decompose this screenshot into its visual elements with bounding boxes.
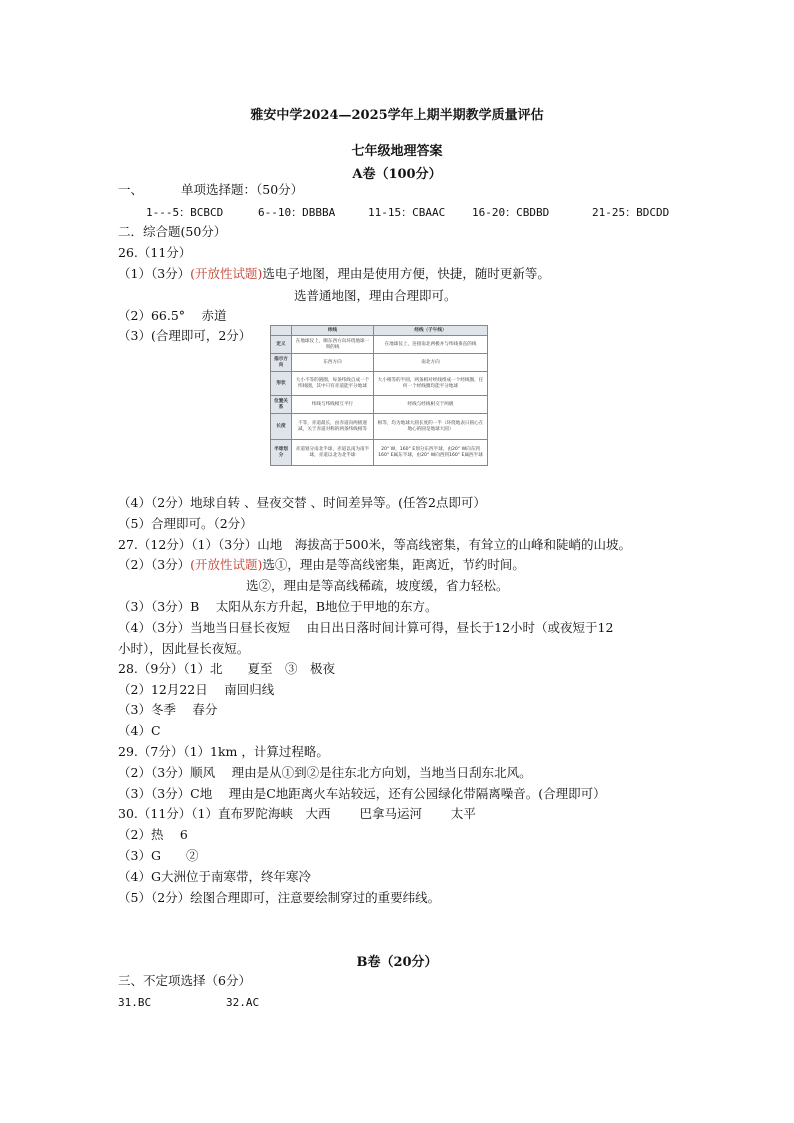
q30-line-4: （4）G大洲位于南寒带，终年寒冷 — [118, 869, 311, 884]
q26-line-2: （2）66.5° 赤道 — [118, 308, 227, 323]
q28-line-2: （2）12月22日 南回归线 — [118, 682, 275, 697]
table-cell: 在地球仪上，连接南北两极并与纬线垂直的线 — [373, 336, 487, 354]
open-question-tag: (开放性试题) — [190, 557, 263, 572]
table-cell: 经线与经线相交于两极 — [373, 396, 487, 414]
q26-line-3: （3）(合理即可，2分） — [118, 328, 252, 343]
q1-answers — [146, 205, 670, 221]
table-row — [271, 440, 488, 466]
table-row-label: 位置关系 — [271, 396, 292, 414]
table-row-label: 长度 — [271, 414, 292, 440]
table-header-row — [271, 326, 488, 336]
q28-line-4: （4）C — [118, 723, 161, 738]
table-row-label: 形状 — [271, 372, 292, 396]
q29-line-2: （2）（3分）顺风 理由是从①到②是往东北方向划，当地当日刮东北风。 — [118, 765, 532, 780]
q26-line-1b: 选普通地图，理由合理即可。 — [294, 288, 457, 303]
table-cell: 赤道划分南北半球，赤道以南为南半球，赤道以北为北半球 — [292, 440, 374, 466]
table-row-label: 半球划分 — [271, 440, 292, 466]
table-cell: 相等，均为地球大圆长度的一半（环绕地表日圆心在地心的圆是地球大圆） — [373, 414, 487, 440]
q29-line-1: 29.（7分）（1）1km ，计算过程略。 — [118, 744, 329, 759]
q26-line-5: （5）合理即可。（2分） — [118, 516, 253, 531]
q2-heading: 二．综合题(50分） — [118, 224, 227, 239]
q26-1-label: （1）（3分） — [118, 266, 191, 281]
q30-line-3: （3）G ② — [118, 848, 199, 863]
q1-answer-1: 1---5：BCBCD — [146, 206, 224, 219]
q27-2-answer: 选①，理由是等高线密集，距离近，节约时间。 — [262, 557, 525, 572]
open-question-tag: (开放性试题) — [190, 266, 263, 281]
table-row — [271, 396, 488, 414]
q27-line-4b: 小时），因此昼长夜短。 — [118, 641, 250, 656]
table-cell: 大小不等的圆圈，每条纬线自成一个纬线圈，其中只有赤道能平分地球 — [292, 372, 374, 396]
q27-line-2 — [118, 557, 525, 573]
q27-line-2b: 选②，理由是等高线稀疏，坡度缓，省力轻松。 — [246, 578, 509, 593]
table-cell: 不等，赤道最长，由赤道向两极递减，关于赤道对称的两条纬线相等 — [292, 414, 374, 440]
q27-line-4: （4）（3分）当地当日昼长夜短 由日出日落时间计算可得，昼长于12小时（或夜短于12 — [118, 620, 614, 635]
q1-heading — [118, 182, 303, 198]
table-row — [271, 354, 488, 372]
q27-line-1: 27.（12分）（1）（3分）山地 海拔高于500米，等高线密集，有耸立的山峰和陡峭的山坡。 — [118, 537, 632, 552]
table-cell: 20° W，160° E划分东西半球，由20° W向东到160° E属东半球，由20° W向西到160° E属西半球 — [373, 440, 487, 466]
q3-heading: 三、不定项选择（6分） — [118, 973, 251, 988]
latitude-longitude-table — [270, 325, 488, 466]
q32-answer: 32.AC — [226, 996, 260, 1009]
table-cell: 南北方向 — [373, 354, 487, 372]
q27-2-label: （2）（3分） — [118, 557, 191, 572]
table-cell: 大小相等的半圆，两条相对经线组成一个经线圈，任何一个经线圈均能平分地球 — [373, 372, 487, 396]
q26-1-answer: 选电子地图，理由是使用方便，快捷，随时更新等。 — [262, 266, 550, 281]
q1-answer-3: 11-15：CBAAC — [368, 206, 446, 219]
table-row-label: 指示方向 — [271, 354, 292, 372]
q1-answer-5: 21-25：BDCDD — [592, 206, 670, 219]
table-cell: 在地球仪上，顺东西方向环绕地球一周的线 — [292, 336, 374, 354]
document-subtitle: 七年级地理答案 — [351, 144, 443, 159]
q28-line-1: 28.（9分）（1）北 夏至 ③ 极夜 — [118, 661, 336, 676]
q31-answer: 31.BC — [118, 996, 152, 1009]
table-cell: 纬线与纬线相互平行 — [292, 396, 374, 414]
q30-line-5: （5）（2分）绘图合理即可，注意要绘制穿过的重要纬线。 — [118, 890, 441, 905]
q29-line-3: （3）（3分）C地 理由是C地距离火车站较远，还有公园绿化带隔离噪音。(合理即可） — [118, 786, 606, 801]
table-row — [271, 414, 488, 440]
section-b-heading: B卷（20分） — [356, 955, 438, 970]
table-cell: 东西方向 — [292, 354, 374, 372]
q1-number: 一、 — [118, 182, 144, 197]
q1-answer-2: 6--10：DBBBA — [258, 206, 336, 219]
table-row — [271, 372, 488, 396]
q30-line-1: 30.（11分）（1）直布罗陀海峡 大西 巴拿马运河 太平 — [118, 806, 476, 821]
q28-line-3: （3）冬季 春分 — [118, 702, 218, 717]
section-a-heading: A卷（100分） — [352, 167, 442, 182]
table-row-label: 定义 — [271, 336, 292, 354]
q1-title: 单项选择题：（50分） — [181, 182, 304, 197]
q30-line-2: （2）热 6 — [118, 827, 188, 842]
table-header-cell: 纬线 — [292, 326, 374, 336]
q1-answer-4: 16-20：CBDBD — [472, 206, 550, 219]
table-header-cell: 经线（子午线） — [373, 326, 487, 336]
q26-heading: 26.（11分） — [118, 245, 192, 260]
q26-line-1 — [118, 266, 550, 282]
document-title: 雅安中学2024—2025学年上期半期教学质量评估 — [250, 108, 544, 123]
q26-line-4: （4）（2分）地球自转 、昼夜交替 、时间差异等。(任答2点即可） — [118, 495, 486, 510]
q27-line-3: （3）（3分）B 太阳从东方升起，B地位于甲地的东方。 — [118, 599, 438, 614]
table-row — [271, 336, 488, 354]
table-header-cell — [271, 326, 292, 336]
